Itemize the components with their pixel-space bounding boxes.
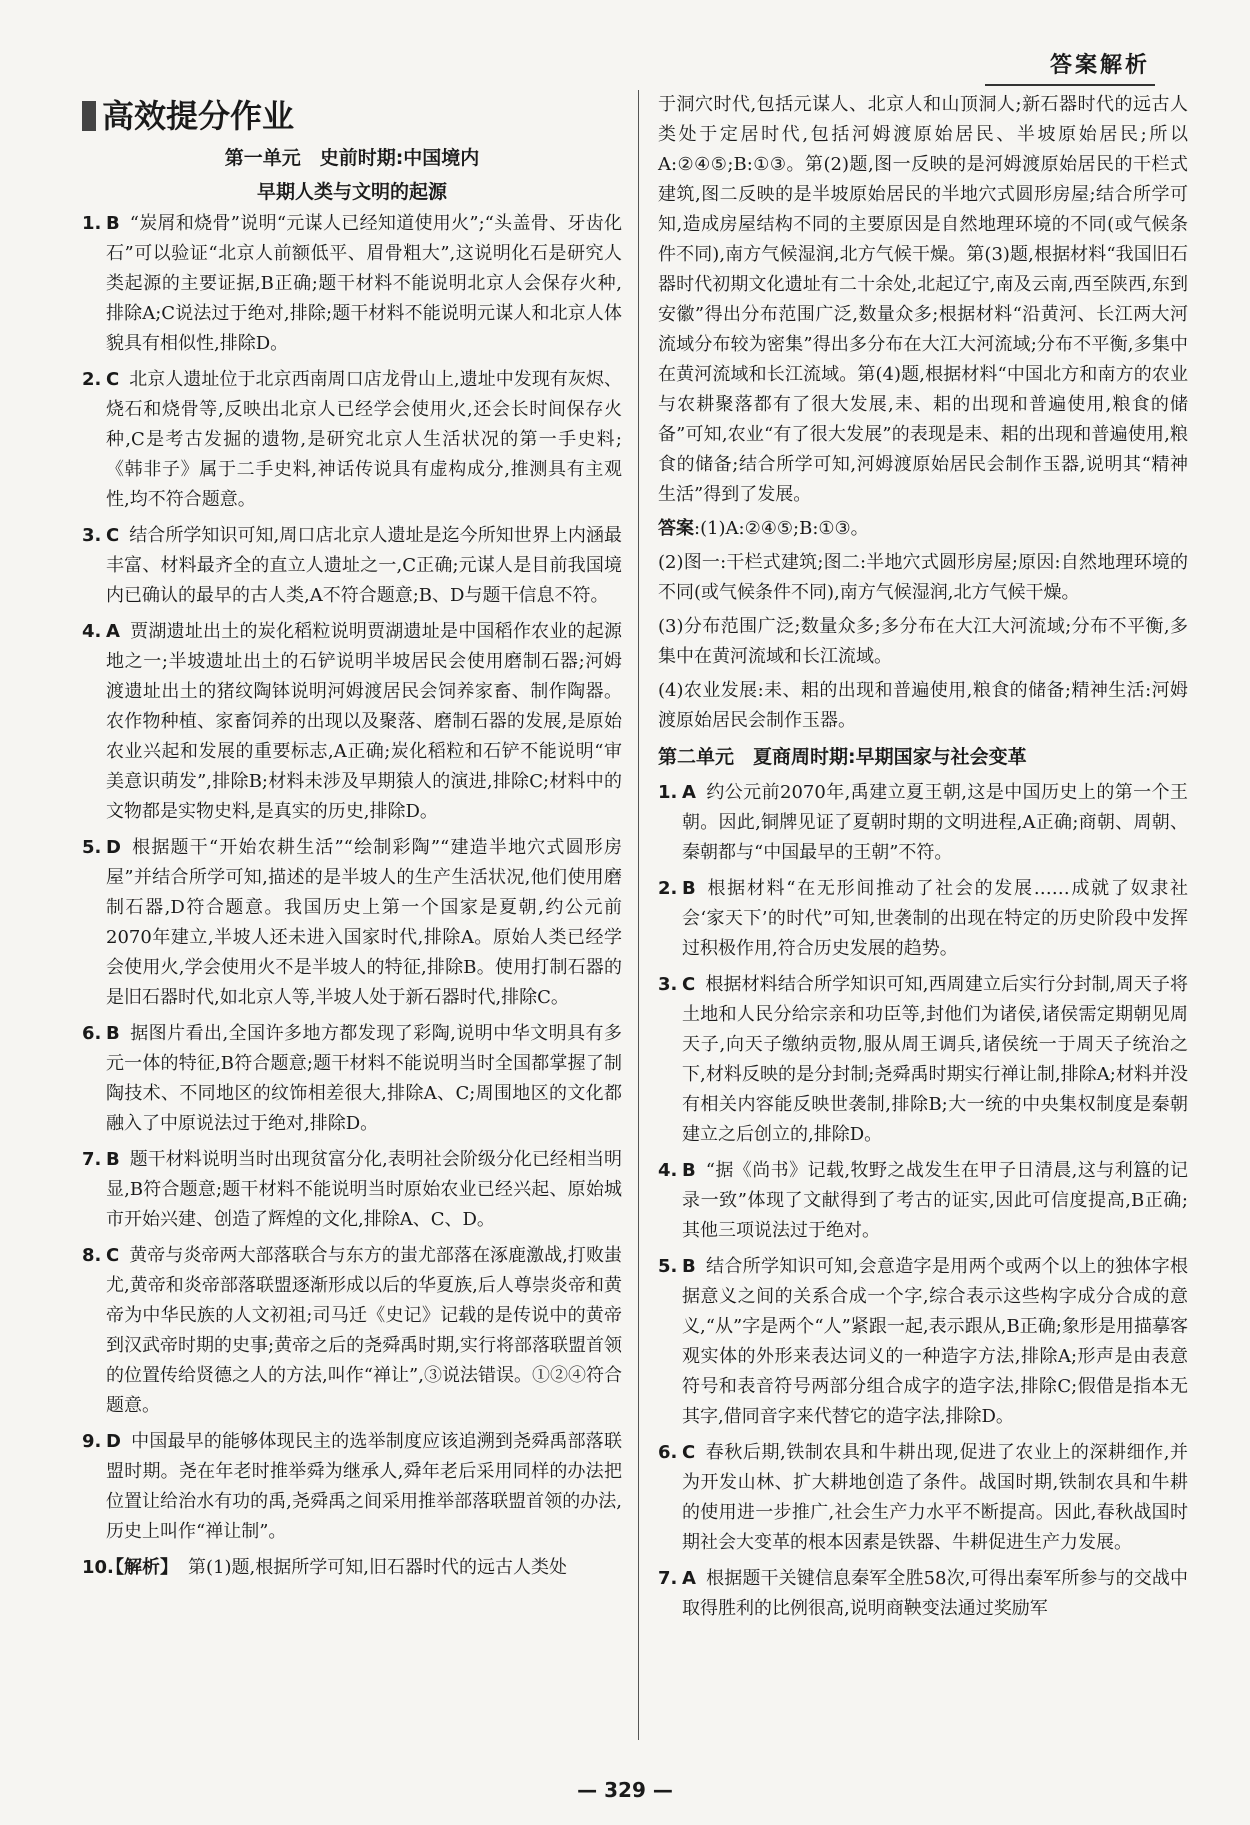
left-answer-list: [82, 209, 622, 1583]
item-number: 3.: [658, 974, 678, 995]
item-explanation: 约公元前2070年,禹建立夏王朝,这是中国历史上的第一个王朝。因此,铜牌见证了夏朝时期的文明进程,A正确;商朝、周朝、秦朝都与“中国最早的王朝”不符。: [682, 782, 1188, 863]
item-answer-letter: B: [106, 1149, 120, 1170]
item-answer-letter: 【解析】: [106, 1557, 178, 1578]
item-answer-letter: C: [682, 974, 696, 995]
answer-label: 答案: [658, 518, 694, 539]
item-answer-letter: B: [106, 1023, 120, 1044]
item-number: 3.: [82, 525, 102, 546]
right-column: [658, 90, 1188, 1630]
answer-item: [82, 1019, 622, 1139]
item-explanation: 根据题干“开始农耕生活”“绘制彩陶”“建造半地穴式圆形房屋”并结合所学可知,描述的是半坡人的生产生活状况,他们使用磨制石器,D符合题意。我国历史上第一个国家是夏朝,约公元前2070年建立,半坡人还未进入国家时代,排除A。原始人类已经学会使用火,学会使用火不是半坡人的特征,排除B。使用打制石器的是旧石器时代,如北京人等,半坡人处于新石器时代,排除C。: [106, 837, 622, 1008]
column-divider: [638, 90, 639, 1740]
header-label: 答案解析: [1049, 53, 1150, 78]
section-title-text: 高效提分作业: [102, 97, 295, 135]
item-explanation: 第(1)题,根据所学可知,旧石器时代的远古人类处: [188, 1557, 567, 1578]
item-explanation: “炭屑和烧骨”说明“元谋人已经知道使用火”;“头盖骨、牙齿化石”可以验证“北京人前额低平、眉骨粗大”,这说明化石是研究人类起源的主要证据,B正确;题干材料不能说明北京人会保存火种,排除A;C说法过于绝对,排除;题干材料不能说明元谋人和北京人体貌具有相似性,排除D。: [106, 213, 622, 354]
unit1-title-line2: 早期人类与文明的起源: [256, 181, 447, 203]
continuation-paragraph: 于洞穴时代,包括元谋人、北京人和山顶洞人;新石器时代的远古人类处于定居时代,包括河姆渡原始居民、半坡原始居民;所以A:②④⑤;B:①③。第(2)题,图一反映的是河姆渡原始居民的干栏式建筑,图二反映的是半坡原始居民的半地穴式圆形房屋;结合所学可知,造成房屋结构不同的主要原因是自然地理环境的不同(或气候条件不同),南方气候湿润,北方气候干燥。第(3)题,根据材料“我国旧石器时代初期文化遗址有二十余处,北起辽宁,南及云南,西至陕西,东到安徽”得出分布范围广泛,数量众多;根据材料“沿黄河、长江两大河流域分布较为密集”得出多分布在大江大河流域;分布不平衡,多集中在黄河流域和长江流域。第(4)题,根据材料“中国北方和南方的农业与农耕聚落都有了很大发展,耒、耜的出现和普遍使用,粮食的储备”可知,农业“有了很大发展”的表现是耒、耜的出现和普遍使用,粮食的储备;结合所学可知,河姆渡原始居民会制作玉器,说明其“精神生活”得到了发展。: [658, 94, 1188, 505]
item-number: 7.: [82, 1149, 102, 1170]
item-number: 6.: [82, 1023, 102, 1044]
item-answer-letter: B: [682, 878, 696, 899]
page-number: — 329 —: [577, 1778, 673, 1802]
section-bar-icon: [82, 101, 96, 131]
item-number: 2.: [658, 878, 678, 899]
item-answer-letter: C: [106, 1245, 120, 1266]
item-explanation: 北京人遗址位于北京西南周口店龙骨山上,遗址中发现有灰烬、烧石和烧骨等,反映出北京人已经学会使用火,还会长时间保存火种,C是考古发掘的遗物,是研究北京人生活状况的第一手史料;《韩非子》属于二手史料,神话传说具有虚构成分,推测具有主观性,均不符合题意。: [106, 369, 622, 510]
answer-item: [658, 970, 1188, 1150]
answer-line-0: :(1)A:②④⑤;B:①③。: [694, 518, 869, 539]
right-continuation: [658, 90, 1188, 510]
item-answer-letter: C: [106, 525, 120, 546]
unit2-title: 第二单元 夏商周时期:早期国家与社会变革: [658, 746, 1027, 768]
answer-item: [82, 209, 622, 359]
item-number: 2.: [82, 369, 102, 390]
left-column: [82, 95, 622, 1589]
item-explanation: 结合所学知识可知,周口店北京人遗址是迄今所知世界上内涵最丰富、材料最齐全的直立人遗址之一,C正确;元谋人是目前我国境内已确认的最早的古人类,A不符合题意;B、D与题干信息不符。: [106, 525, 622, 606]
item-answer-letter: B: [682, 1256, 696, 1277]
item-explanation: 根据题干关键信息秦军全胜58次,可得出秦军所参与的交战中取得胜利的比例很高,说明商鞅变法通过奖励军: [682, 1568, 1188, 1619]
item-number: 1.: [82, 213, 102, 234]
header-rule: [985, 84, 1155, 86]
answer-item: [82, 1145, 622, 1235]
answer-item: [82, 617, 622, 827]
answer-item: [658, 874, 1188, 964]
item-answer-letter: B: [682, 1160, 696, 1181]
item-number: 9.: [82, 1431, 102, 1452]
item-number: 4.: [82, 621, 102, 642]
item-answer-letter: C: [682, 1442, 696, 1463]
right-answer-list: [658, 778, 1188, 1624]
item-number: 4.: [658, 1160, 678, 1181]
answer-line-1: (2)图一:干栏式建筑;图二:半地穴式圆形房屋;原因:自然地理环境的不同(或气候条件不同),南方气候湿润,北方气候干燥。: [658, 552, 1188, 603]
answer-item: [658, 778, 1188, 868]
answer-line-3: (4)农业发展:耒、耜的出现和普遍使用,粮食的储备;精神生活:河姆渡原始居民会制作玉器。: [658, 680, 1188, 731]
answer-item: [658, 1252, 1188, 1432]
item-explanation: 据图片看出,全国许多地方都发现了彩陶,说明中华文明具有多元一体的特征,B符合题意;题干材料不能说明当时全国都掌握了制陶技术、不同地区的纹饰相差很大,排除A、C;周围地区的文化都融入了中原说法过于绝对,排除D。: [106, 1023, 622, 1134]
item-answer-letter: A: [682, 1568, 696, 1589]
item-answer-letter: C: [106, 369, 120, 390]
answer-item: [658, 1564, 1188, 1624]
answer-block: [658, 514, 1188, 544]
item-answer-letter: D: [106, 837, 121, 858]
item-number: 10.: [82, 1557, 114, 1578]
item-explanation: 中国最早的能够体现民主的选举制度应该追溯到尧舜禹部落联盟时期。尧在年老时推举舜为继承人,舜年老后采用同样的办法把位置让给治水有功的禹,尧舜禹之间采用推举部落联盟首领的办法,历史上叫作“禅让制”。: [106, 1431, 622, 1542]
answer-item: [82, 1427, 622, 1547]
answer-item: [82, 521, 622, 611]
item-explanation: 贾湖遗址出土的炭化稻粒说明贾湖遗址是中国稻作农业的起源地之一;半坡遗址出土的石铲说明半坡居民会使用磨制石器;河姆渡遗址出土的猪纹陶钵说明河姆渡居民会饲养家畜、制作陶器。农作物种植、家畜饲养的出现以及聚落、磨制石器的发展,是原始农业兴起和发展的重要标志,A正确;炭化稻粒和石铲不能说明“审美意识萌发”,排除B;材料未涉及早期猿人的演进,排除C;材料中的文物都是实物史料,是真实的历史,排除D。: [106, 621, 622, 822]
item-explanation: “据《尚书》记载,牧野之战发生在甲子日清晨,这与利簋的记录一致”体现了文献得到了考古的证实,因此可信度提高,B正确;其他三项说法过于绝对。: [682, 1160, 1188, 1241]
answer-item: [658, 1156, 1188, 1246]
item-answer-letter: D: [106, 1431, 121, 1452]
item-number: 1.: [658, 782, 678, 803]
item-number: 7.: [658, 1568, 678, 1589]
item-explanation: 黄帝与炎帝两大部落联合与东方的蚩尤部落在涿鹿激战,打败蚩尤,黄帝和炎帝部落联盟逐渐形成以后的华夏族,后人尊崇炎帝和黄帝为中华民族的人文初祖;司马迁《史记》记载的是传说中的黄帝到汉武帝时期的史事;黄帝之后的尧舜禹时期,实行将部落联盟首领的位置传给贤德之人的方法,叫作“禅让”,③说法错误。①②④符合题意。: [106, 1245, 622, 1416]
item-explanation: 根据材料结合所学知识可知,西周建立后实行分封制,周天子将土地和人民分给宗亲和功臣等,封他们为诸侯,诸侯需定期朝见周天子,向天子缴纳贡物,服从周王调兵,诸侯统一于周天子统治之下,材料反映的是分封制;尧舜禹时期实行禅让制,排除A;材料并没有相关内容能反映世袭制,排除B;大一统的中央集权制度是秦朝建立之后创立的,排除D。: [682, 974, 1188, 1145]
answer-item: [82, 365, 622, 515]
item-number: 5.: [82, 837, 102, 858]
item-number: 6.: [658, 1442, 678, 1463]
item-explanation: 根据材料“在无形间推动了社会的发展……成就了奴隶社会‘家天下’的时代”可知,世袭制的出现在特定的历史阶段中发挥过积极作用,符合历史发展的趋势。: [682, 878, 1188, 959]
answer-item: [82, 1553, 622, 1583]
answer-item: [82, 1241, 622, 1421]
item-explanation: 题干材料说明当时出现贫富分化,表明社会阶级分化已经相当明显,B符合题意;题干材料不能说明当时原始农业已经兴起、原始城市开始兴建、创造了辉煌的文化,排除A、C、D。: [106, 1149, 622, 1230]
item-number: 8.: [82, 1245, 102, 1266]
section-title: [82, 97, 622, 135]
item-explanation: 春秋后期,铁制农具和牛耕出现,促进了农业上的深耕细作,并为开发山林、扩大耕地创造了条件。战国时期,铁制农具和牛耕的使用进一步推广,社会生产力水平不断提高。因此,春秋战国时期社会大变革的根本因素是铁器、牛耕促进生产力发展。: [682, 1442, 1188, 1553]
unit1-title-line1: 第一单元 史前时期:中国境内: [224, 147, 480, 169]
answer-line-2: (3)分布范围广泛;数量众多;多分布在大江大河流域;分布不平衡,多集中在黄河流域和长江流域。: [658, 616, 1188, 667]
item-answer-letter: A: [106, 621, 120, 642]
item-answer-letter: A: [682, 782, 696, 803]
item-explanation: 结合所学知识可知,会意造字是用两个或两个以上的独体字根据意义之间的关系合成一个字,综合表示这些构字成分合成的意义,“从”字是两个“人”紧跟一起,表示跟从,B正确;象形是用描摹客观实体的外形来表达词义的一种造字方法,排除A;形声是由表意符号和表音符号两部分组合成字的造字法,排除C;假借是指本无其字,借同音字来代替它的造字法,排除D。: [682, 1256, 1188, 1427]
answer-item: [82, 833, 622, 1013]
answer-item: [658, 1438, 1188, 1558]
item-answer-letter: B: [106, 213, 120, 234]
item-number: 5.: [658, 1256, 678, 1277]
